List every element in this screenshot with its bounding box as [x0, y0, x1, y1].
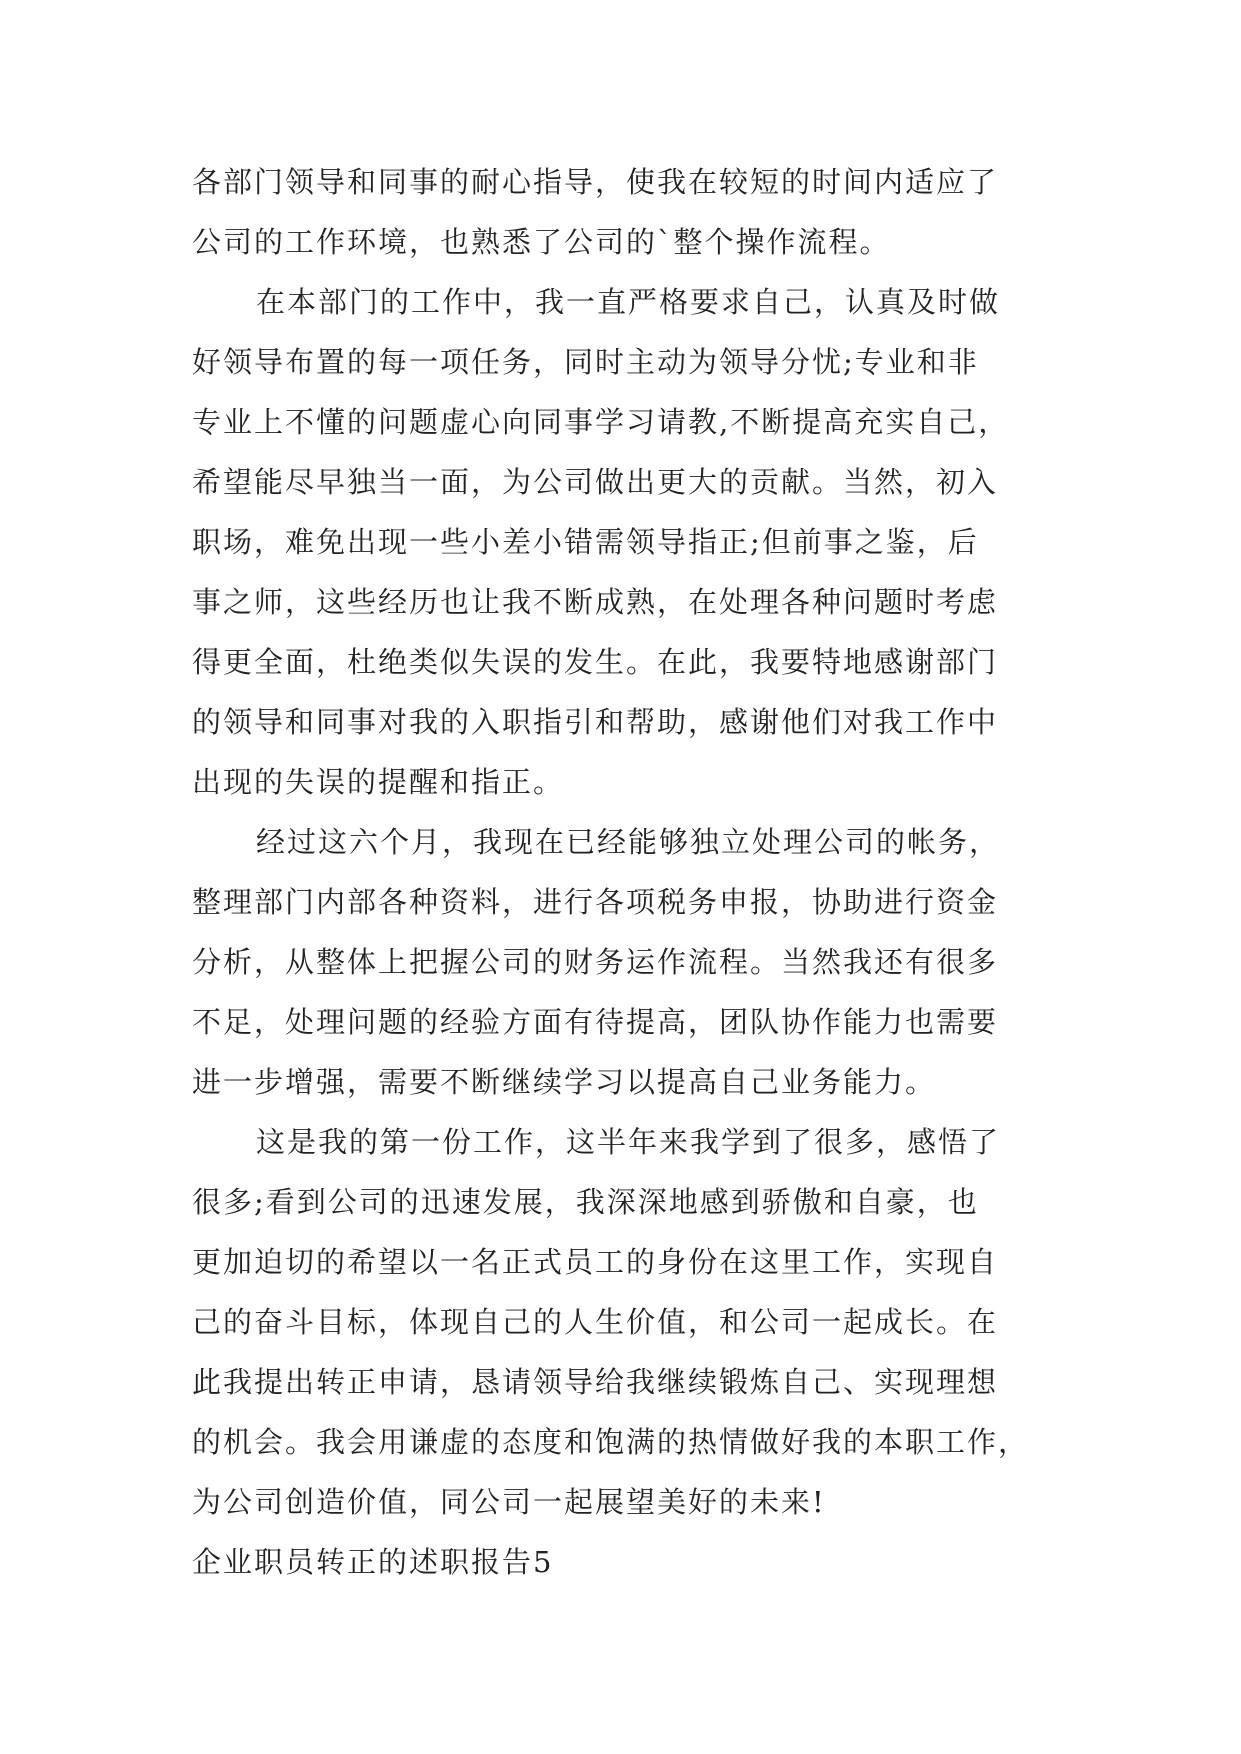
text-line: 很多;看到公司的迅速发展，我深深地感到骄傲和自豪，也 [192, 1185, 979, 1219]
text-line: 得更全面，杜绝类似失误的发生。在此，我要特地感谢部门 [192, 645, 999, 679]
text-line: 整理部门内部各种资料，进行各项税务申报，协助进行资金 [192, 885, 999, 919]
text-line: 此我提出转正申请，恳请领导给我继续锻炼自己、实现理想 [192, 1365, 999, 1399]
text-line: 在本部门的工作中，我一直严格要求自己，认真及时做 [256, 285, 1001, 319]
text-line: 出现的失误的提醒和指正。 [192, 765, 565, 799]
text-line: 好领导布置的每一项任务，同时主动为领导分忧;专业和非 [192, 345, 979, 379]
text-line: 为公司创造价值，同公司一起展望美好的未来! [192, 1485, 826, 1519]
text-line: 己的奋斗目标，体现自己的人生价值，和公司一起成长。在 [192, 1305, 999, 1339]
text-line: 的机会。我会用谦虚的态度和饱满的热情做好我的本职工作， [192, 1425, 1030, 1459]
section-heading: 企业职员转正的述职报告5 [192, 1545, 554, 1579]
text-line: 专业上不懂的问题虚心向同事学习请教,不断提高充实自己， [192, 405, 1010, 439]
text-line: 进一步增强，需要不断继续学习以提高自己业务能力。 [192, 1065, 937, 1099]
text-line: 各部门领导和同事的耐心指导，使我在较短的时间内适应了 [192, 165, 999, 199]
text-line: 这是我的第一份工作，这半年来我学到了很多，感悟了 [256, 1125, 1001, 1159]
text-line: 更加迫切的希望以一名正式员工的身份在这里工作，实现自 [192, 1245, 999, 1279]
text-line: 希望能尽早独当一面，为公司做出更大的贡献。当然，初入 [192, 465, 999, 499]
text-line: 的领导和同事对我的入职指引和帮助，感谢他们对我工作中 [192, 705, 999, 739]
text-line: 分析，从整体上把握公司的财务运作流程。当然我还有很多 [192, 945, 999, 979]
text-line: 公司的工作环境，也熟悉了公司的`整个操作流程。 [192, 225, 891, 259]
text-line: 不足，处理问题的经验方面有待提高，团队协作能力也需要 [192, 1005, 999, 1039]
text-line: 事之师，这些经历也让我不断成熟，在处理各种问题时考虑 [192, 585, 999, 619]
text-line: 职场，难免出现一些小差小错需领导指正;但前事之鉴，后 [192, 525, 979, 559]
text-line: 经过这六个月，我现在已经能够独立处理公司的帐务， [256, 825, 1001, 859]
document-body [192, 152, 1052, 1592]
